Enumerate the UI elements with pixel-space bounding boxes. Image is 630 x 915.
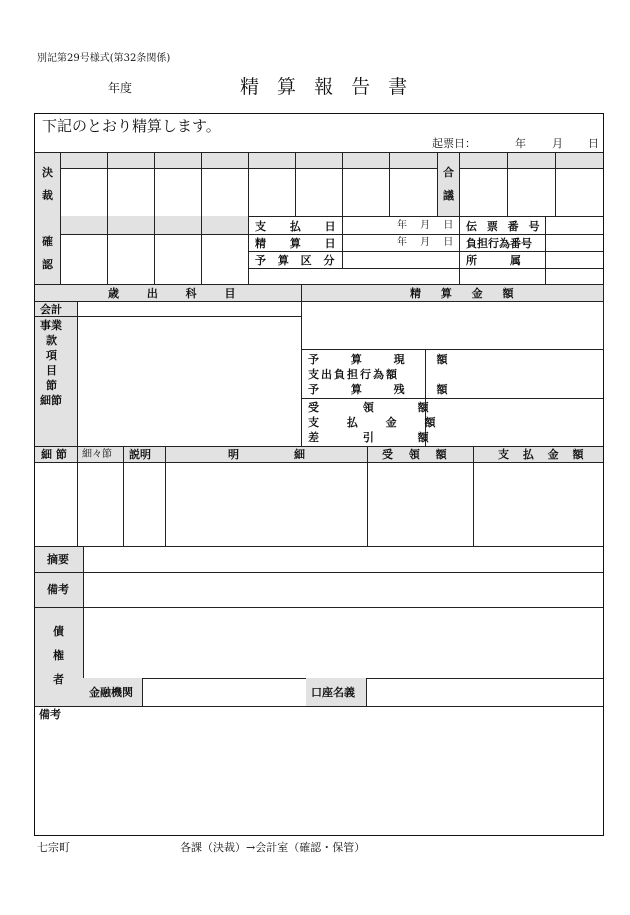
summary-label: 摘要 [47, 553, 69, 566]
detail-col-saisetsu: 細 節 [41, 448, 67, 461]
detail-col-explanation: 説明 [129, 448, 151, 461]
issue-date-day: 日 [588, 137, 599, 150]
confirm-label-2: 認 [42, 258, 53, 271]
confirm-label-cell [35, 216, 60, 284]
difference-label: 差 引 額 [308, 431, 449, 444]
remarks-label: 備考 [47, 583, 69, 596]
decision-label-cell [35, 152, 60, 216]
form-reference: 別記第29号様式(第32条関係) [37, 53, 171, 64]
expenditure-items-header: 歳 出 科 目 [108, 287, 248, 300]
category-kan: 款 [46, 334, 57, 347]
page-title: 精 算 報 告 書 [240, 76, 414, 98]
detail-col-particulars: 明 細 [228, 448, 305, 461]
category-kou: 項 [46, 349, 57, 362]
budget-current-label: 予 算 現 額 [308, 353, 462, 366]
confirm-label-1: 確 [42, 235, 53, 248]
joint-label-2: 議 [443, 189, 454, 202]
routing-note: 各課（決裁）→会計室（確認・保管） [180, 841, 366, 854]
town-name: 七宗町 [37, 841, 70, 854]
burden-number-label: 負担行為番号 [466, 237, 532, 250]
settlement-date-value[interactable]: 年 月 日 [397, 237, 459, 248]
slip-number-label: 伝 票 番 号 [466, 220, 543, 233]
payment-date-value[interactable]: 年 月 日 [397, 220, 459, 231]
settlement-amount-box[interactable] [301, 284, 604, 350]
account-holder-label: 口座名義 [311, 686, 355, 699]
creditor-label-3: 者 [53, 673, 64, 686]
settlement-date-label: 精 算 日 [255, 237, 346, 250]
category-setsu: 節 [46, 379, 57, 392]
issue-date-month: 月 [552, 137, 563, 150]
payment-date-label: 支 払 日 [255, 220, 346, 233]
creditor-label-2: 権 [53, 649, 64, 662]
settlement-amount-header: 精 算 金 額 [410, 287, 522, 300]
detail-col-received: 受 領 額 [382, 448, 453, 461]
category-saisetsu: 細節 [40, 394, 62, 407]
bottom-remarks-label: 備考 [39, 708, 61, 721]
joint-header-row [459, 152, 603, 168]
paid-label: 支 払 金 額 [308, 416, 448, 429]
received-label: 受 領 額 [308, 401, 449, 414]
budget-remaining-label: 予 算 残 額 [308, 383, 462, 396]
burden-amount-label: 支出負担行為額 [308, 368, 399, 381]
detail-col-paid: 支 払 金 額 [498, 448, 589, 461]
detail-col-saisaisetsu: 細々節 [82, 449, 112, 460]
decision-label-1: 決 [42, 166, 53, 179]
issue-date-year: 年 [515, 137, 526, 150]
intro-statement: 下記のとおり精算します。 [42, 117, 221, 135]
decision-label-2: 裁 [42, 189, 53, 202]
category-jigyo: 事業 [40, 319, 62, 332]
bank-label: 金融機関 [89, 686, 133, 699]
accounting-label: 会計 [40, 303, 62, 316]
joint-label-1: 合 [443, 166, 454, 179]
fiscal-year-label: 年度 [108, 81, 133, 95]
affiliation-label: 所 属 [466, 254, 521, 267]
category-moku: 目 [46, 364, 57, 377]
issue-date-label: 起票日： [432, 137, 476, 150]
budget-class-label: 予 算 区 分 [255, 254, 339, 267]
joint-label-cell [437, 152, 459, 216]
creditor-label-1: 債 [53, 625, 64, 638]
